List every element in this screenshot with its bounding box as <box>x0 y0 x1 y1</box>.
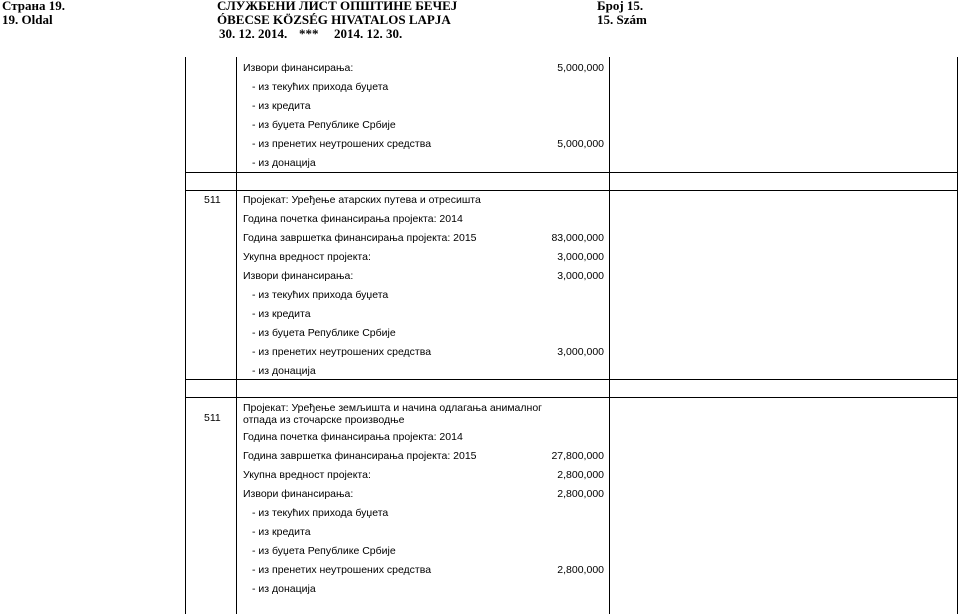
sources-label: Извори финансирања: <box>243 62 354 74</box>
economic-code: 511 <box>204 412 221 424</box>
source-republic-budget: - из буџета Републике Србије <box>252 119 396 131</box>
sources-value: 3,000,000 <box>557 270 604 282</box>
source-donation: - из донација <box>252 365 316 377</box>
source-budget-income: - из текућих прихода буџета <box>252 81 389 93</box>
economic-code: 511 <box>204 194 221 206</box>
project-total-label: Укупна вредност пројекта: <box>243 251 371 263</box>
header-date-hu: 2014. 12. 30. <box>334 26 403 41</box>
table-row-divider <box>185 190 958 191</box>
table-divider-code <box>236 57 237 614</box>
table-border-left <box>185 57 186 614</box>
source-budget-income: - из текућих прихода буџета <box>252 289 389 301</box>
header-gazette-sr: СЛУЖБЕНИ ЛИСТ ОПШТИНЕ БЕЧЕЈ <box>217 0 458 13</box>
project-end-year: Година завршетка финансирања пројекта: 2015 <box>243 232 477 244</box>
project-total-value: 2,800,000 <box>557 469 604 481</box>
source-transferred: - из пренетих неутрошених средства <box>252 346 432 358</box>
source-transferred-value: 5,000,000 <box>557 138 604 150</box>
source-transferred-value: 2,800,000 <box>557 564 604 576</box>
project-title-line2: отпада из сточарске производње <box>243 414 405 426</box>
sources-label: Извори финансирања: <box>243 488 354 500</box>
table-row-divider <box>185 172 958 173</box>
header-date-sr: 30. 12. 2014. <box>219 26 288 41</box>
project-title-line1: Пројекат: Уређење земљишта и начина одлагања анималног <box>243 402 542 414</box>
project-total-label: Укупна вредност пројекта: <box>243 469 371 481</box>
source-republic-budget: - из буџета Републике Србије <box>252 327 396 339</box>
project-start-year: Година почетка финансирања пројекта: 2014 <box>243 213 463 225</box>
source-budget-income: - из текућих прихода буџета <box>252 507 389 519</box>
project-end-value: 83,000,000 <box>551 232 604 244</box>
table-divider-value <box>609 57 610 614</box>
source-donation: - из донација <box>252 157 316 169</box>
table-row-divider <box>185 379 958 380</box>
project-start-year: Година почетка финансирања пројекта: 2014 <box>243 431 463 443</box>
header-issue-sr: Број 15. <box>597 0 644 13</box>
sources-value: 2,800,000 <box>557 488 604 500</box>
header-page-sr: Страна 19. <box>2 0 65 13</box>
project-end-year: Година завршетка финансирања пројекта: 2015 <box>243 450 477 462</box>
sources-value: 5,000,000 <box>557 62 604 74</box>
project-total-value: 3,000,000 <box>557 251 604 263</box>
source-transferred-value: 3,000,000 <box>557 346 604 358</box>
table-row-divider <box>185 397 958 398</box>
header-separator: *** <box>299 26 319 41</box>
source-credit: - из кредита <box>252 526 311 538</box>
header-page-hu: 19. Oldal <box>2 12 53 27</box>
source-republic-budget: - из буџета Републике Србије <box>252 545 396 557</box>
source-transferred: - из пренетих неутрошених средства <box>252 564 432 576</box>
table-border-right <box>957 57 958 614</box>
header-issue-hu: 15. Szám <box>597 12 647 27</box>
project-end-value: 27,800,000 <box>551 450 604 462</box>
source-credit: - из кредита <box>252 308 311 320</box>
sources-label: Извори финансирања: <box>243 270 354 282</box>
source-transferred: - из пренетих неутрошених средства <box>252 138 432 150</box>
project-title: Пројекат: Уређење атарских путева и отресишта <box>243 194 481 206</box>
source-credit: - из кредита <box>252 100 311 112</box>
source-donation: - из донација <box>252 583 316 595</box>
header-gazette-hu: ÓBECSE KÖZSÉG HIVATALOS LAPJA <box>217 12 451 27</box>
